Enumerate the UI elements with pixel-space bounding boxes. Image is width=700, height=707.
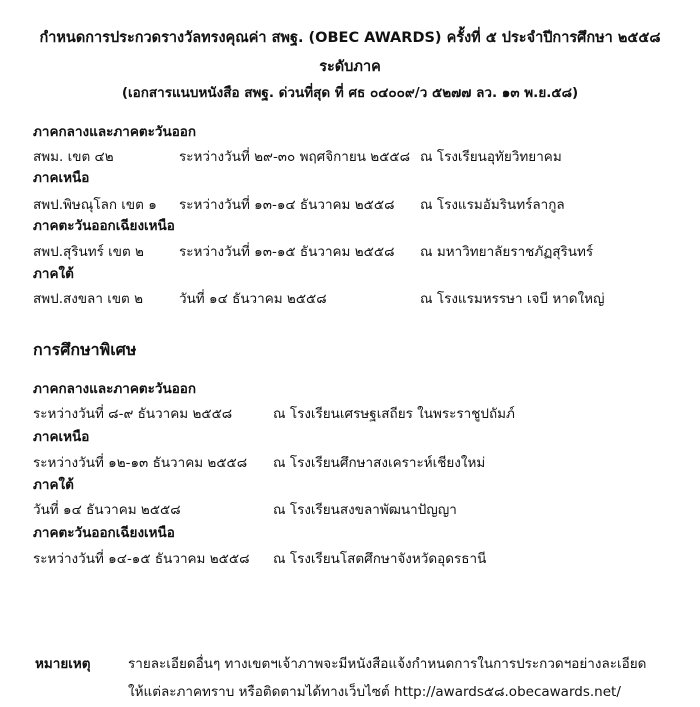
event-date: ระหว่างวันที่ ๑๔-๑๕ ธันวาคม ๒๕๕๘ (33, 551, 250, 567)
region-heading: ภาคเหนือ (33, 429, 90, 445)
document-subtitle: ระดับภาค (319, 59, 381, 75)
area-name: สพป.สุรินทร์ เขต ๒ (33, 244, 144, 260)
event-venue: ณ มหาวิทยาลัยราชภัฏสุรินทร์ (420, 244, 594, 260)
region-heading: ภาคกลางและภาคตะวันออก (33, 381, 197, 397)
event-date: ระหว่างวันที่ ๒๙-๓๐ พฤศจิกายน ๒๕๕๘ (179, 149, 411, 165)
event-venue: ณ โรงเรียนอุทัยวิทยาคม (420, 149, 562, 165)
event-date: ระหว่างวันที่ ๑๒-๑๓ ธันวาคม ๒๕๕๘ (33, 455, 248, 471)
note-line: ให้แต่ละภาคทราบ หรือติดตามได้ทางเว็บไซต์ http://awards๕๘.obecawards.net/ (128, 684, 621, 700)
event-venue: ณ โรงเรียนโสตศึกษาจังหวัดอุดรธานี (273, 551, 487, 567)
region-heading: ภาคกลางและภาคตะวันออก (33, 124, 197, 140)
area-name: สพม. เขต ๔๒ (33, 149, 114, 165)
event-date: วันที่ ๑๔ ธันวาคม ๒๕๕๘ (33, 502, 181, 518)
region-heading: ภาคใต้ (33, 266, 74, 282)
area-name: สพป.พิษณุโลก เขต ๑ (33, 197, 157, 213)
region-heading: ภาคตะวันออกเฉียงเหนือ (33, 525, 175, 541)
event-venue: ณ โรงเรียนสงขลาพัฒนาปัญญา (273, 502, 457, 518)
note-line: รายละเอียดอื่นๆ ทางเขตฯเจ้าภาพจะมีหนังสือแจ้งกำหนดการในการประกวดฯอย่างละเอียด (128, 656, 647, 672)
event-date: ระหว่างวันที่ ๑๓-๑๔ ธันวาคม ๒๕๕๘ (179, 197, 395, 213)
region-heading: ภาคเหนือ (33, 170, 90, 186)
region-heading: ภาคใต้ (33, 477, 74, 493)
section-heading-special-education: การศึกษาพิเศษ (33, 340, 137, 359)
note-label: หมายเหตุ (35, 656, 91, 672)
event-venue: ณ โรงแรมอัมรินทร์ลากูล (420, 197, 565, 213)
event-date: ระหว่างวันที่ ๑๓-๑๕ ธันวาคม ๒๕๕๘ (179, 244, 395, 260)
event-date: วันที่ ๑๔ ธันวาคม ๒๕๕๘ (179, 291, 327, 307)
document-title: กำหนดการประกวดรางวัลทรงคุณค่า สพฐ. (OBEC AWARDS) ครั้งที่ ๕ ประจำปีการศึกษา ๒๕๕๘ (39, 30, 661, 46)
region-heading: ภาคตะวันออกเฉียงเหนือ (33, 218, 175, 234)
event-venue: ณ โรงเรียนเศรษฐเสถียร ในพระราชูปถัมภ์ (273, 406, 515, 422)
event-date: ระหว่างวันที่ ๘-๙ ธันวาคม ๒๕๕๘ (33, 406, 233, 422)
event-venue: ณ โรงแรมหรรษา เจบี หาดใหญ่ (420, 291, 605, 307)
document-reference: (เอกสารแนบหนังสือ สพฐ. ด่วนที่สุด ที่ ศธ ๐๔๐๐๙/ว ๕๒๗๗ ลว. ๑๓ พ.ย.๕๘) (121, 85, 579, 101)
event-venue: ณ โรงเรียนศึกษาสงเคราะห์เชียงใหม่ (273, 455, 486, 471)
area-name: สพป.สงขลา เขต ๒ (33, 291, 144, 307)
